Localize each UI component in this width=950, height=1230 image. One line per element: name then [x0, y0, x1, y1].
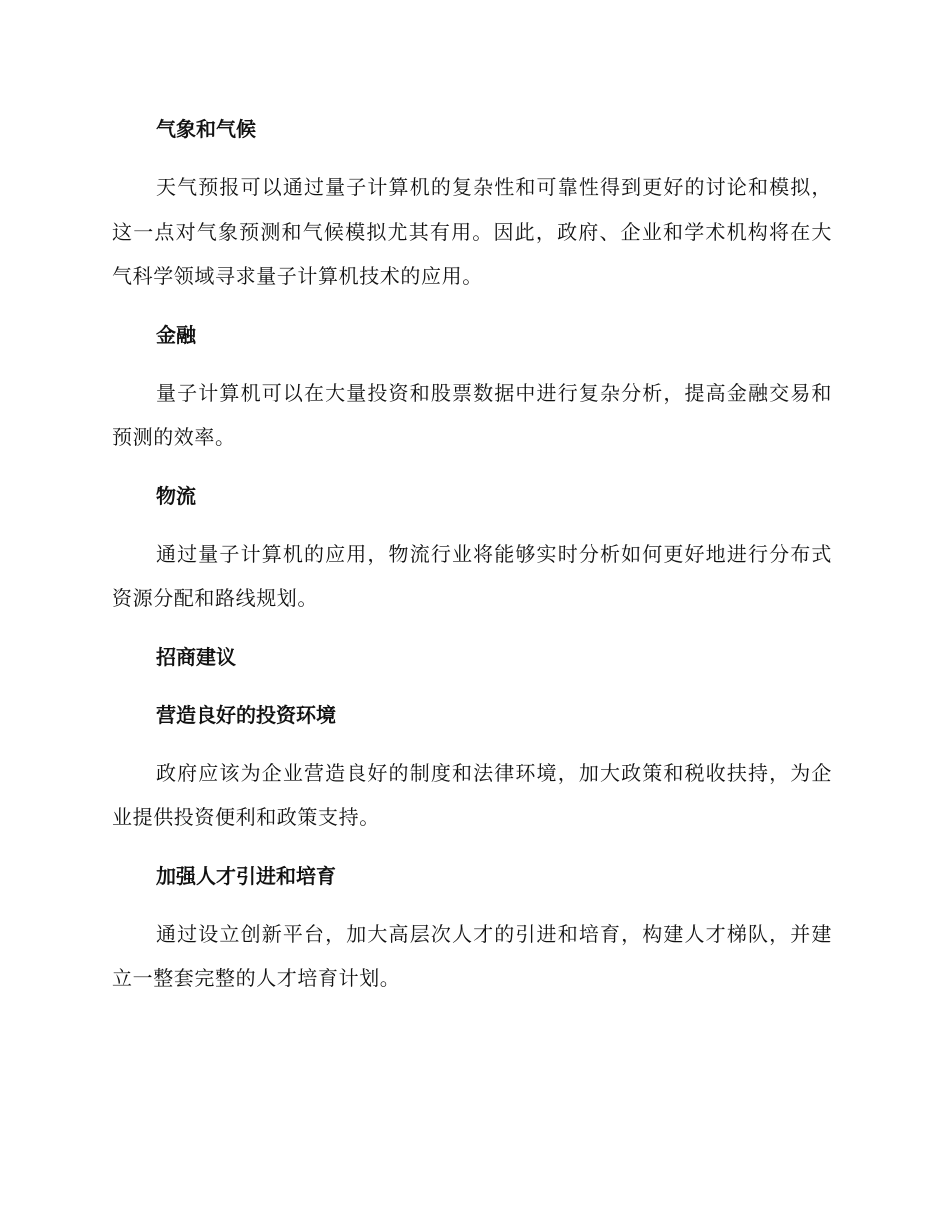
paragraph-talent: 通过设立创新平台，加大高层次人才的引进和培育，构建人才梯队，并建立一整套完整的人才培育计划。: [112, 921, 832, 990]
paragraph-investment-environment: 政府应该为企业营造良好的制度和法律环境，加大政策和税收扶持，为企业提供投资便利和政策支持。: [112, 760, 832, 829]
heading-weather-climate: 气象和气候: [156, 117, 256, 141]
heading-logistics: 物流: [156, 483, 196, 508]
paragraph-logistics: 通过量子计算机的应用，物流行业将能够实时分析如何更好地进行分布式资源分配和路线规划。: [112, 541, 832, 610]
heading-investment-environment: 营造良好的投资环境: [156, 702, 336, 727]
heading-finance: 金融: [156, 322, 196, 347]
heading-talent: 加强人才引进和培育: [156, 863, 336, 888]
paragraph-finance: 量子计算机可以在大量投资和股票数据中进行复杂分析，提高金融交易和预测的效率。: [112, 380, 832, 449]
paragraph-weather-climate: 天气预报可以通过量子计算机的复杂性和可靠性得到更好的讨论和模拟，这一点对气象预测和气候模拟尤其有用。因此，政府、企业和学术机构将在大气科学领域寻求量子计算机技术的应用。: [112, 175, 832, 288]
document-page: [112, 107, 832, 1001]
heading-investment-advice: 招商建议: [156, 644, 236, 669]
